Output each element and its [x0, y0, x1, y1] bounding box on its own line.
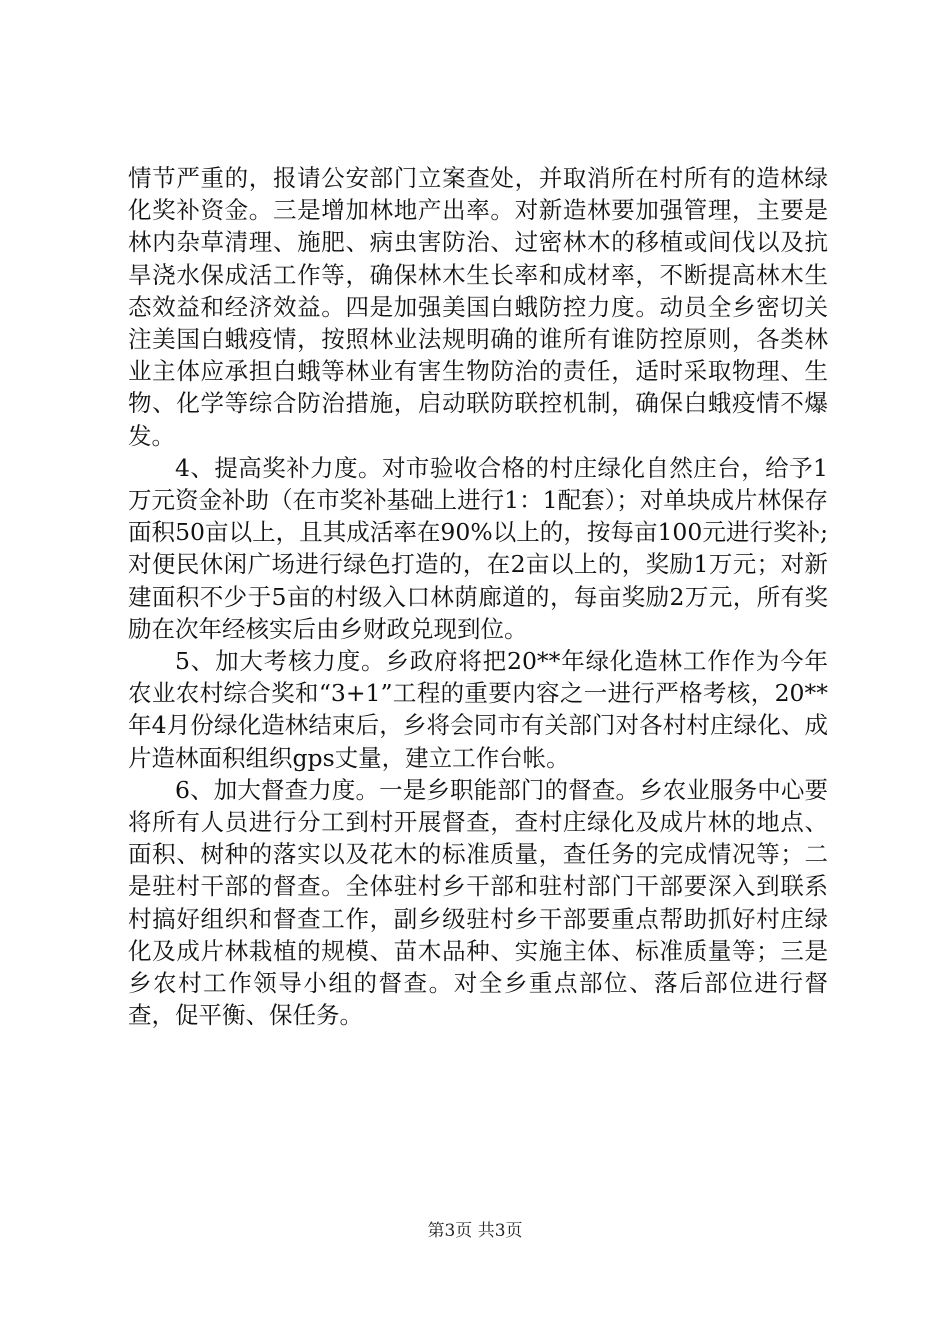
paragraph-continuation: 情节严重的，报请公安部门立案查处，并取消所在村所有的造林绿化奖补资金。三是增加林地产出率。对新造林要加强管理，主要是林内杂草清理、施肥、病虫害防治、过密林木的移植或间伐以及抗旱浇水保成活工作等，确保林木生长率和成材率，不断提高林木生态效益和经济效益。四是加强美国白蛾防控力度。动员全乡密切关注美国白蛾疫情，按照林业法规明确的谁所有谁防控原则，各类林业主体应承担白蛾等林业有害生物防治的责任，适时采取物理、生物、化学等综合防治措施，启动联防联控机制，确保白蛾疫情不爆发。: [128, 164, 828, 450]
paragraph-item-5: 5、加大考核力度。乡政府将把20**年绿化造林工作作为今年农业农村综合奖和“3+1”工程的重要内容之一进行严格考核，20**年4月份绿化造林结束后，乡将会同市有关部门对各村村庄绿化、成片造林面积组织gps丈量，建立工作台帐。: [128, 647, 828, 772]
paragraph-item-4: 4、提高奖补力度。对市验收合格的村庄绿化自然庄台，给予1万元资金补助（在市奖补基础上进行1：1配套）；对单块成片林保存面积50亩以上，且其成活率在90%以上的，按每亩100元进行奖补;对便民休闲广场进行绿色打造的，在2亩以上的，奖励1万元；对新建面积不少于5亩的村级入口林荫廊道的，每亩奖励2万元，所有奖励在次年经核实后由乡财政兑现到位。: [128, 453, 828, 643]
paragraph-item-6: 6、加大督查力度。一是乡职能部门的督查。乡农业服务中心要将所有人员进行分工到村开展督查，查村庄绿化及成片林的地点、面积、树种的落实以及花木的标准质量，查任务的完成情况等；二是驻村干部的督查。全体驻村乡干部和驻村部门干部要深入到联系村搞好组织和督查工作，副乡级驻村乡干部要重点帮助抓好村庄绿化及成片林栽植的规模、苗木品种、实施主体、标准质量等；三是乡农村工作领导小组的督查。对全乡重点部位、落后部位进行督查，促平衡、保任务。: [128, 775, 828, 1030]
page-number: 第3页 共3页: [427, 1221, 523, 1241]
document-body: [128, 162, 828, 1031]
page-footer: [0, 1216, 950, 1241]
